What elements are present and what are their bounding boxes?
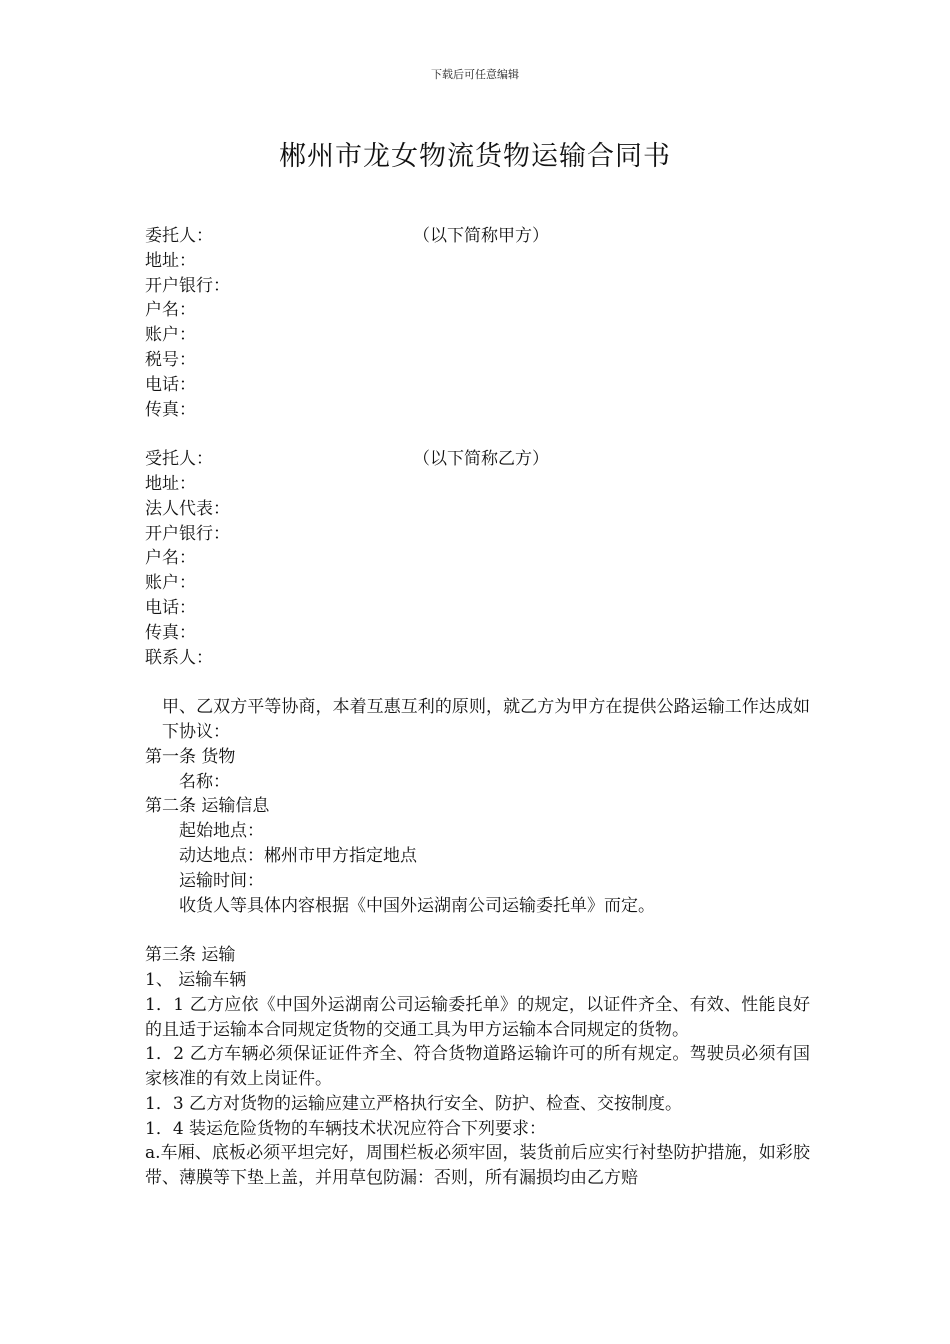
- party-b-field: 开户银行：: [145, 523, 230, 544]
- article-3-clause: a.车厢、底板必须平坦完好，周围栏板必须牢固，装货前后应实行衬垫防护措施，如彩胶带、薄膜等下垫上盖，并用草包防漏：否则，所有漏损均由乙方赔: [145, 1143, 810, 1189]
- article-2-line: 动达地点：郴州市甲方指定地点: [179, 845, 417, 866]
- party-a-field: 户名：: [145, 300, 196, 321]
- article-3-clause: 1．3 乙方对货物的运输应建立严格执行安全、防护、检查、交按制度。: [145, 1093, 683, 1114]
- spacer: [145, 918, 810, 943]
- party-b-field: 法人代表：: [145, 498, 230, 519]
- party-a-field: 电话：: [145, 374, 196, 395]
- document-title: 郴州市龙女物流货物运输合同书: [279, 141, 671, 172]
- party-b-note: （以下简称乙方）: [413, 449, 549, 470]
- article-3-clause: 1．2 乙方车辆必须保证证件齐全、符合货物道路运输许可的所有规定。驾驶员必须有国家核准的有效上岗证件。: [145, 1044, 810, 1090]
- article-3-heading: 第三条 运输: [145, 945, 236, 966]
- article-1-name: 名称：: [179, 771, 230, 792]
- party-a-field: 账户：: [145, 325, 196, 346]
- party-a-field: 传真：: [145, 399, 196, 420]
- party-b-field: 联系人：: [145, 647, 213, 668]
- party-b-label: 受托人：: [145, 449, 213, 470]
- article-2-line: 起始地点：: [179, 821, 264, 842]
- article-2-receiver: 收货人等具体内容根据《中国外运湖南公司运输委托单》而定。: [179, 895, 655, 916]
- header-note: 下载后可任意编辑: [431, 68, 519, 81]
- party-b-line: [145, 447, 810, 472]
- contract-body: [145, 224, 810, 1191]
- article-2-line: 运输时间：: [179, 870, 264, 891]
- spacer: [145, 422, 810, 447]
- article-3-sub-heading: 1、 运输车辆: [145, 969, 247, 990]
- party-a-field: 开户银行：: [145, 275, 230, 296]
- party-a-field: 地址：: [145, 250, 196, 271]
- party-a-note: （以下简称甲方）: [413, 226, 549, 246]
- spacer: [145, 670, 810, 695]
- article-3-clause: 1．1 乙方应依《中国外运湖南公司运输委托单》的规定，以证件齐全、有效、性能良好的且适于运输本合同规定货物的交通工具为甲方运输本合同规定的货物。: [145, 994, 810, 1040]
- article-1-heading: 第一条 货物: [145, 746, 236, 767]
- party-b-field: 地址：: [145, 473, 196, 494]
- article-3-clause: 1．4 装运危险货物的车辆技术状况应符合下列要求：: [145, 1118, 547, 1139]
- party-b-field: 户名：: [145, 548, 196, 569]
- party-b-field: 电话：: [145, 597, 196, 618]
- intro-paragraph: 甲、乙双方平等协商，本着互惠互利的原则，就乙方为甲方在提供公路运输工作达成如下协议：: [162, 697, 810, 742]
- party-a-label: 委托人：: [145, 226, 213, 246]
- party-b-field: 传真：: [145, 622, 196, 643]
- party-a-field: 税号：: [145, 349, 196, 370]
- party-a-line: [145, 224, 810, 249]
- article-2-heading: 第二条 运输信息: [145, 796, 270, 817]
- party-b-field: 账户：: [145, 573, 196, 594]
